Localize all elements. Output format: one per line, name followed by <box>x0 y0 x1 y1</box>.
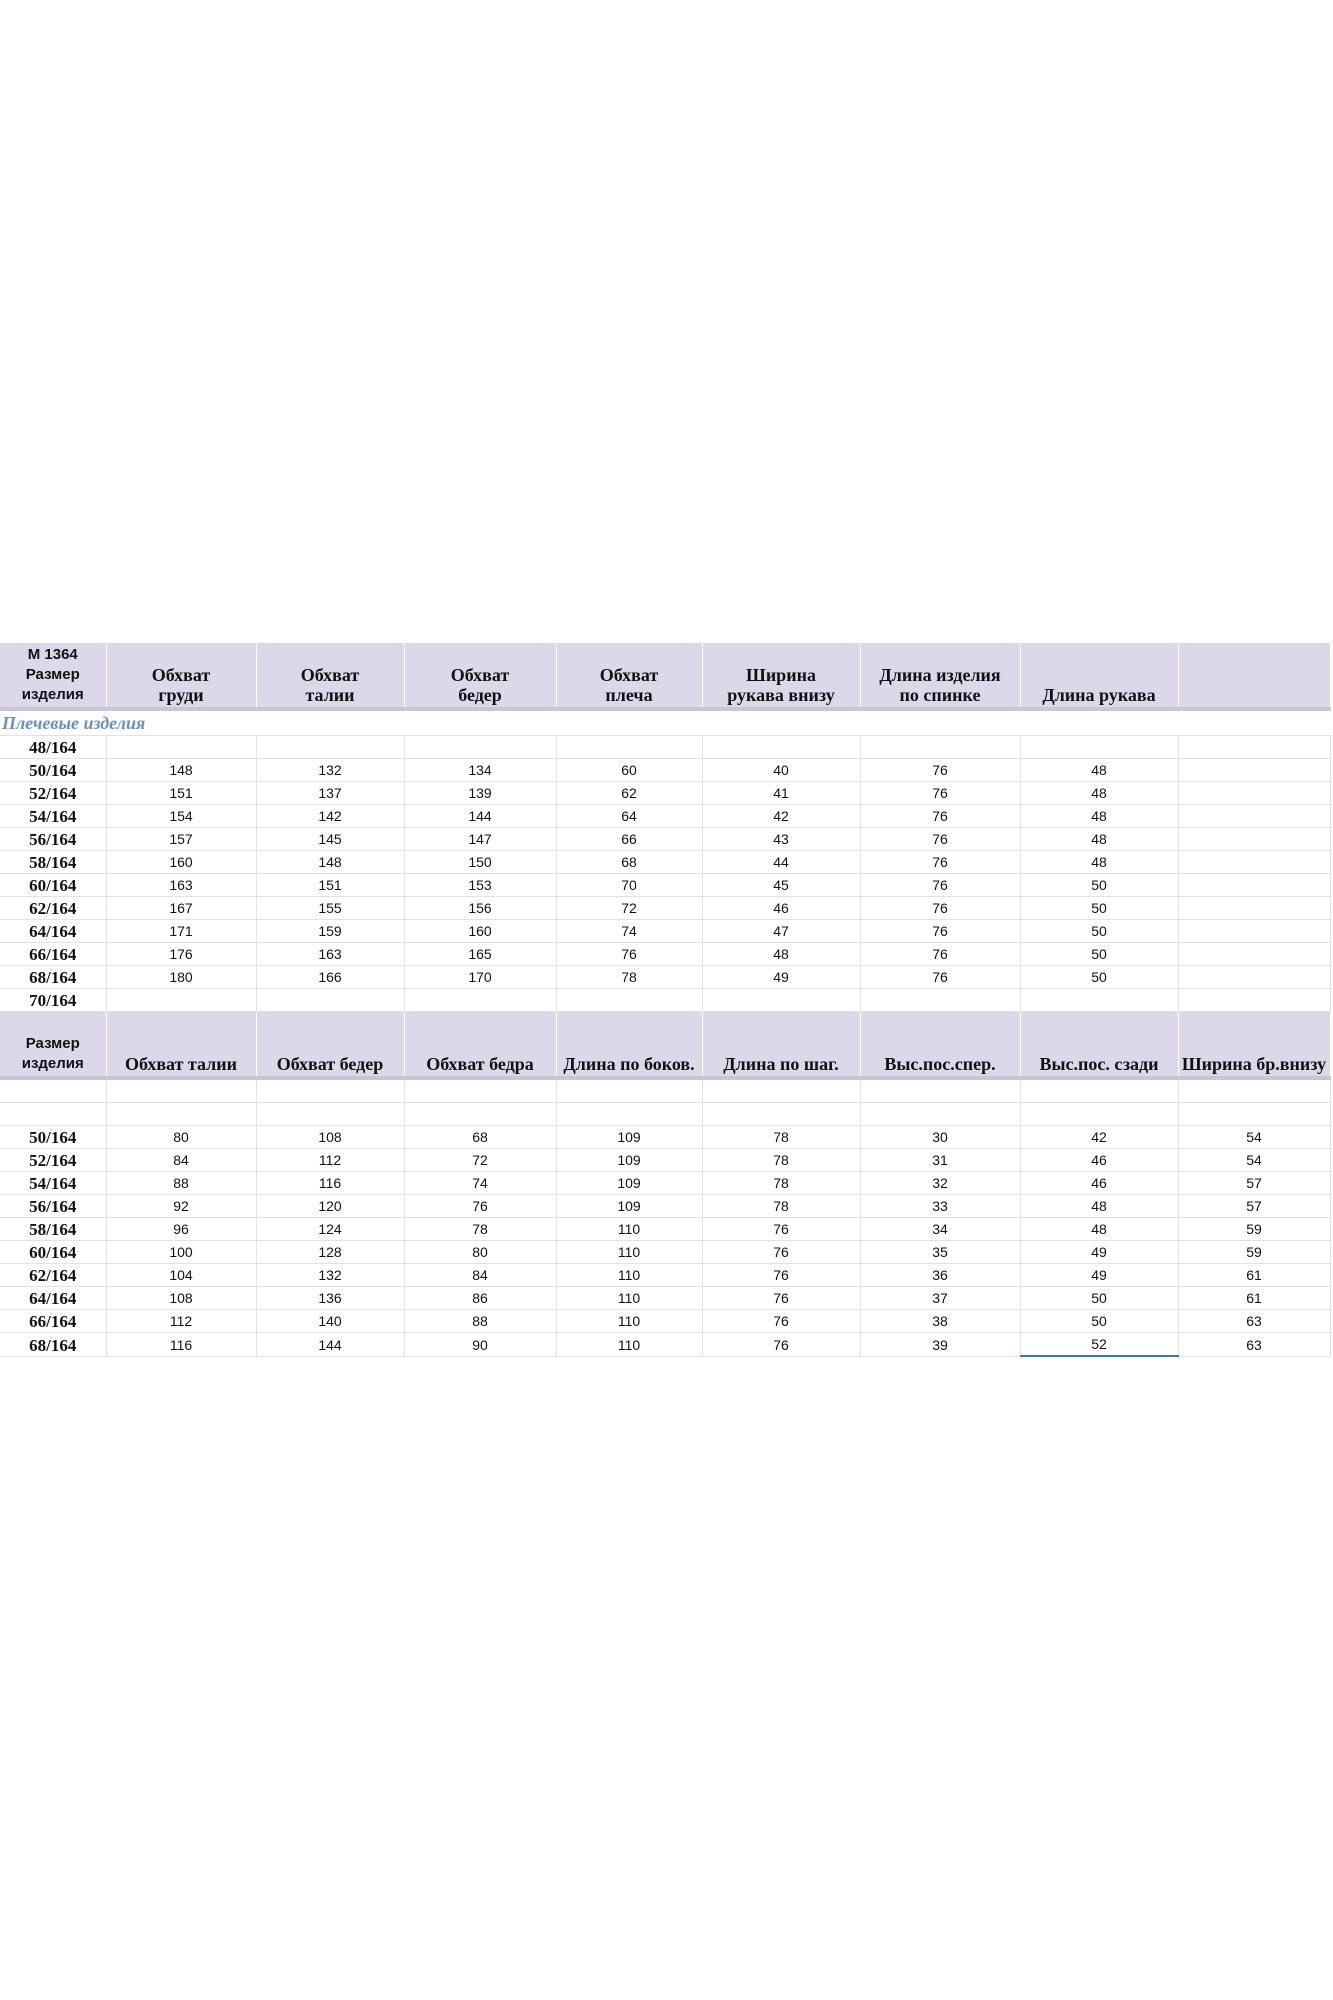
empty-cell[interactable] <box>1178 1078 1330 1103</box>
value-cell[interactable]: 64 <box>556 805 702 828</box>
value-cell[interactable]: 144 <box>256 1333 404 1357</box>
tops-header-cell: Ширина рукава внизу <box>702 643 860 709</box>
tops-row <box>0 989 1330 1012</box>
value-cell[interactable]: 50 <box>1020 897 1178 920</box>
value-cell[interactable]: 48 <box>1020 851 1178 874</box>
value-cell[interactable]: 110 <box>556 1310 702 1333</box>
tops-row <box>0 874 1330 897</box>
value-cell[interactable]: 49 <box>1020 1241 1178 1264</box>
value-cell[interactable]: 44 <box>702 851 860 874</box>
value-cell[interactable] <box>1020 989 1178 1012</box>
value-cell[interactable]: 100 <box>106 1241 256 1264</box>
value-cell[interactable]: 163 <box>256 943 404 966</box>
empty-cell[interactable] <box>106 1078 256 1103</box>
value-cell[interactable]: 76 <box>860 805 1020 828</box>
value-cell[interactable]: 50 <box>1020 1310 1178 1333</box>
value-cell[interactable] <box>1178 943 1330 966</box>
value-cell[interactable]: 66 <box>556 828 702 851</box>
empty-cell[interactable] <box>556 1078 702 1103</box>
value-cell[interactable]: 147 <box>404 828 556 851</box>
value-cell[interactable]: 153 <box>404 874 556 897</box>
value-cell[interactable] <box>404 736 556 759</box>
value-cell[interactable]: 180 <box>106 966 256 989</box>
value-cell[interactable] <box>1178 989 1330 1012</box>
value-cell[interactable]: 76 <box>702 1333 860 1357</box>
value-cell[interactable]: 68 <box>404 1126 556 1149</box>
value-cell[interactable]: 30 <box>860 1126 1020 1149</box>
value-cell[interactable]: 76 <box>860 828 1020 851</box>
tops-row <box>0 782 1330 805</box>
size-cell[interactable]: 62/164 <box>0 1264 106 1287</box>
value-cell[interactable]: 37 <box>860 1287 1020 1310</box>
empty-cell[interactable] <box>1020 1078 1178 1103</box>
tops-header-cell: Обхват груди <box>106 643 256 709</box>
value-cell[interactable]: 42 <box>1020 1126 1178 1149</box>
value-cell[interactable]: 170 <box>404 966 556 989</box>
value-cell[interactable]: 92 <box>106 1195 256 1218</box>
value-cell[interactable]: 59 <box>1178 1241 1330 1264</box>
tops-header-cell: Длина рукава <box>1020 643 1178 709</box>
value-cell[interactable] <box>860 989 1020 1012</box>
value-cell[interactable]: 134 <box>404 759 556 782</box>
bottoms-row <box>0 1241 1330 1264</box>
empty-cell[interactable] <box>404 1103 556 1126</box>
value-cell[interactable]: 54 <box>1178 1126 1330 1149</box>
bottoms-row <box>0 1149 1330 1172</box>
value-cell[interactable]: 90 <box>404 1333 556 1357</box>
bottoms-row <box>0 1218 1330 1241</box>
value-cell[interactable]: 50 <box>1020 920 1178 943</box>
bottoms-row <box>0 1172 1330 1195</box>
value-cell[interactable]: 31 <box>860 1149 1020 1172</box>
value-cell[interactable]: 60 <box>556 759 702 782</box>
tops-header-cell: Длина изделия по спинке <box>860 643 1020 709</box>
empty-cell[interactable] <box>106 1103 256 1126</box>
value-cell[interactable] <box>1178 736 1330 759</box>
value-cell[interactable]: 78 <box>702 1149 860 1172</box>
tops-row <box>0 805 1330 828</box>
value-cell[interactable] <box>1178 966 1330 989</box>
bottoms-header-cell: Длина по шаг. <box>702 1012 860 1079</box>
size-chart-table <box>0 643 1331 1357</box>
value-cell[interactable]: 48 <box>1020 1195 1178 1218</box>
value-cell[interactable] <box>702 736 860 759</box>
value-cell[interactable]: 155 <box>256 897 404 920</box>
tops-row <box>0 943 1330 966</box>
value-cell[interactable] <box>1178 851 1330 874</box>
value-cell[interactable] <box>404 989 556 1012</box>
empty-cell[interactable] <box>702 1103 860 1126</box>
size-cell[interactable]: 56/164 <box>0 1195 106 1218</box>
value-cell[interactable]: 116 <box>256 1172 404 1195</box>
value-cell[interactable]: 76 <box>860 920 1020 943</box>
value-cell[interactable]: 88 <box>404 1310 556 1333</box>
value-cell[interactable]: 110 <box>556 1218 702 1241</box>
value-cell[interactable]: 166 <box>256 966 404 989</box>
size-cell[interactable]: 58/164 <box>0 1218 106 1241</box>
value-cell[interactable] <box>1178 920 1330 943</box>
size-cell[interactable]: 56/164 <box>0 828 106 851</box>
value-cell[interactable]: 176 <box>106 943 256 966</box>
value-cell[interactable]: 40 <box>702 759 860 782</box>
value-cell[interactable]: 159 <box>256 920 404 943</box>
value-cell[interactable]: 128 <box>256 1241 404 1264</box>
value-cell[interactable]: 104 <box>106 1264 256 1287</box>
value-cell[interactable]: 39 <box>860 1333 1020 1357</box>
bottoms-row <box>0 1333 1330 1357</box>
value-cell[interactable] <box>1178 805 1330 828</box>
value-cell[interactable] <box>1178 759 1330 782</box>
tops-row <box>0 920 1330 943</box>
value-cell[interactable]: 86 <box>404 1287 556 1310</box>
size-cell[interactable]: 54/164 <box>0 805 106 828</box>
size-cell[interactable]: 64/164 <box>0 1287 106 1310</box>
value-cell[interactable]: 48 <box>1020 828 1178 851</box>
value-cell[interactable]: 68 <box>556 851 702 874</box>
value-cell[interactable] <box>1178 897 1330 920</box>
value-cell[interactable]: 140 <box>256 1310 404 1333</box>
value-cell[interactable]: 48 <box>1020 1218 1178 1241</box>
value-cell[interactable]: 132 <box>256 759 404 782</box>
value-cell[interactable] <box>556 989 702 1012</box>
value-cell[interactable]: 76 <box>860 966 1020 989</box>
value-cell[interactable] <box>1178 782 1330 805</box>
value-cell[interactable]: 61 <box>1178 1264 1330 1287</box>
value-cell[interactable]: 76 <box>860 851 1020 874</box>
value-cell[interactable]: 48 <box>1020 759 1178 782</box>
value-cell[interactable] <box>106 989 256 1012</box>
value-cell[interactable]: 57 <box>1178 1172 1330 1195</box>
empty-cell[interactable] <box>256 1103 404 1126</box>
value-cell[interactable]: 76 <box>702 1218 860 1241</box>
value-cell[interactable]: 109 <box>556 1195 702 1218</box>
value-cell[interactable]: 50 <box>1020 874 1178 897</box>
value-cell[interactable]: 52 <box>1020 1333 1178 1357</box>
bottoms-row <box>0 1310 1330 1333</box>
value-cell[interactable]: 80 <box>106 1126 256 1149</box>
value-cell[interactable]: 148 <box>256 851 404 874</box>
tops-header-cell: Обхват плеча <box>556 643 702 709</box>
size-cell[interactable]: 58/164 <box>0 851 106 874</box>
value-cell[interactable] <box>1178 828 1330 851</box>
size-cell[interactable]: 60/164 <box>0 1241 106 1264</box>
empty-cell[interactable] <box>404 1078 556 1103</box>
value-cell[interactable]: 76 <box>860 897 1020 920</box>
empty-cell[interactable] <box>0 1103 106 1126</box>
value-cell[interactable]: 88 <box>106 1172 256 1195</box>
bottoms-header-cell: Выс.пос. сзади <box>1020 1012 1178 1079</box>
value-cell[interactable]: 59 <box>1178 1218 1330 1241</box>
size-cell[interactable]: 54/164 <box>0 1172 106 1195</box>
value-cell[interactable]: 142 <box>256 805 404 828</box>
value-cell[interactable]: 154 <box>106 805 256 828</box>
bottoms-header-cell: Обхват бедер <box>256 1012 404 1079</box>
tops-row <box>0 759 1330 782</box>
size-cell[interactable]: 68/164 <box>0 1333 106 1357</box>
size-chart-sheet <box>0 643 1330 1357</box>
value-cell[interactable]: 49 <box>702 966 860 989</box>
tops-header-cell <box>1178 643 1330 709</box>
tops-row <box>0 851 1330 874</box>
bottoms-header-cell: Ширина бр.внизу <box>1178 1012 1330 1079</box>
value-cell[interactable]: 144 <box>404 805 556 828</box>
value-cell[interactable]: 46 <box>1020 1149 1178 1172</box>
tops-row <box>0 736 1330 759</box>
bottoms-header-row <box>0 1012 1330 1079</box>
value-cell[interactable]: 76 <box>556 943 702 966</box>
value-cell[interactable]: 76 <box>404 1195 556 1218</box>
empty-cell[interactable] <box>860 1078 1020 1103</box>
value-cell[interactable] <box>556 736 702 759</box>
value-cell[interactable]: 74 <box>556 920 702 943</box>
value-cell[interactable]: 165 <box>404 943 556 966</box>
value-cell[interactable] <box>256 736 404 759</box>
bottoms-header-cell: Выс.пос.спер. <box>860 1012 1020 1079</box>
empty-row <box>0 1103 1330 1126</box>
value-cell[interactable]: 137 <box>256 782 404 805</box>
bottoms-header-cell: Обхват бедра <box>404 1012 556 1079</box>
size-cell[interactable]: 70/164 <box>0 989 106 1012</box>
value-cell[interactable]: 171 <box>106 920 256 943</box>
value-cell[interactable]: 76 <box>860 759 1020 782</box>
value-cell[interactable]: 78 <box>702 1172 860 1195</box>
bottoms-header-cell: Длина по боков. <box>556 1012 702 1079</box>
value-cell[interactable]: 42 <box>702 805 860 828</box>
value-cell[interactable]: 78 <box>556 966 702 989</box>
tops-header-cell: М 1364 Размер изделия <box>0 643 106 709</box>
bottoms-header-cell: Обхват талии <box>106 1012 256 1079</box>
value-cell[interactable]: 54 <box>1178 1149 1330 1172</box>
value-cell[interactable]: 48 <box>702 943 860 966</box>
value-cell[interactable]: 124 <box>256 1218 404 1241</box>
value-cell[interactable]: 46 <box>1020 1172 1178 1195</box>
value-cell[interactable]: 76 <box>702 1264 860 1287</box>
empty-cell[interactable] <box>1178 1103 1330 1126</box>
value-cell[interactable]: 34 <box>860 1218 1020 1241</box>
value-cell[interactable]: 49 <box>1020 1264 1178 1287</box>
value-cell[interactable]: 112 <box>256 1149 404 1172</box>
value-cell[interactable]: 78 <box>404 1218 556 1241</box>
value-cell[interactable]: 109 <box>556 1126 702 1149</box>
value-cell[interactable]: 110 <box>556 1241 702 1264</box>
value-cell[interactable]: 157 <box>106 828 256 851</box>
value-cell[interactable]: 32 <box>860 1172 1020 1195</box>
value-cell[interactable]: 160 <box>404 920 556 943</box>
value-cell[interactable] <box>256 989 404 1012</box>
value-cell[interactable]: 50 <box>1020 943 1178 966</box>
value-cell[interactable]: 63 <box>1178 1310 1330 1333</box>
value-cell[interactable]: 96 <box>106 1218 256 1241</box>
bottoms-row <box>0 1264 1330 1287</box>
value-cell[interactable]: 48 <box>1020 782 1178 805</box>
value-cell[interactable]: 78 <box>702 1195 860 1218</box>
value-cell[interactable]: 76 <box>860 943 1020 966</box>
value-cell[interactable]: 116 <box>106 1333 256 1357</box>
value-cell[interactable]: 160 <box>106 851 256 874</box>
value-cell[interactable]: 47 <box>702 920 860 943</box>
value-cell[interactable] <box>106 736 256 759</box>
value-cell[interactable]: 156 <box>404 897 556 920</box>
value-cell[interactable]: 50 <box>1020 966 1178 989</box>
tops-row <box>0 966 1330 989</box>
empty-cell[interactable] <box>556 1103 702 1126</box>
value-cell[interactable]: 63 <box>1178 1333 1330 1357</box>
value-cell[interactable]: 36 <box>860 1264 1020 1287</box>
value-cell[interactable]: 139 <box>404 782 556 805</box>
empty-cell[interactable] <box>860 1103 1020 1126</box>
value-cell[interactable] <box>1178 874 1330 897</box>
size-cell[interactable]: 50/164 <box>0 1126 106 1149</box>
value-cell[interactable] <box>702 989 860 1012</box>
value-cell[interactable] <box>1020 736 1178 759</box>
bottoms-header-cell: Размер изделия <box>0 1012 106 1079</box>
value-cell[interactable]: 110 <box>556 1287 702 1310</box>
empty-cell[interactable] <box>0 1078 106 1103</box>
value-cell[interactable]: 72 <box>556 897 702 920</box>
value-cell[interactable] <box>860 736 1020 759</box>
value-cell[interactable]: 145 <box>256 828 404 851</box>
value-cell[interactable]: 136 <box>256 1287 404 1310</box>
value-cell[interactable]: 110 <box>556 1333 702 1357</box>
value-cell[interactable]: 80 <box>404 1241 556 1264</box>
value-cell[interactable]: 35 <box>860 1241 1020 1264</box>
value-cell[interactable]: 74 <box>404 1172 556 1195</box>
value-cell[interactable]: 150 <box>404 851 556 874</box>
value-cell[interactable]: 84 <box>404 1264 556 1287</box>
value-cell[interactable]: 57 <box>1178 1195 1330 1218</box>
value-cell[interactable]: 46 <box>702 897 860 920</box>
section-row <box>0 709 1330 736</box>
value-cell[interactable]: 108 <box>106 1287 256 1310</box>
value-cell[interactable]: 76 <box>860 874 1020 897</box>
value-cell[interactable]: 109 <box>556 1149 702 1172</box>
size-cell[interactable]: 52/164 <box>0 1149 106 1172</box>
empty-cell[interactable] <box>702 1078 860 1103</box>
tops-row <box>0 897 1330 920</box>
value-cell[interactable]: 33 <box>860 1195 1020 1218</box>
bottoms-row <box>0 1287 1330 1310</box>
value-cell[interactable]: 76 <box>860 782 1020 805</box>
empty-row <box>0 1078 1330 1103</box>
value-cell[interactable]: 78 <box>702 1126 860 1149</box>
value-cell[interactable]: 43 <box>702 828 860 851</box>
empty-cell[interactable] <box>256 1078 404 1103</box>
tops-header-cell: Обхват талии <box>256 643 404 709</box>
value-cell[interactable]: 109 <box>556 1172 702 1195</box>
value-cell[interactable]: 167 <box>106 897 256 920</box>
value-cell[interactable]: 70 <box>556 874 702 897</box>
value-cell[interactable]: 132 <box>256 1264 404 1287</box>
value-cell[interactable]: 61 <box>1178 1287 1330 1310</box>
value-cell[interactable]: 48 <box>1020 805 1178 828</box>
tops-header-cell: Обхват бедер <box>404 643 556 709</box>
size-cell[interactable]: 66/164 <box>0 1310 106 1333</box>
size-cell[interactable]: 66/164 <box>0 943 106 966</box>
value-cell[interactable]: 41 <box>702 782 860 805</box>
value-cell[interactable]: 84 <box>106 1149 256 1172</box>
bottoms-row <box>0 1195 1330 1218</box>
value-cell[interactable]: 163 <box>106 874 256 897</box>
value-cell[interactable]: 110 <box>556 1264 702 1287</box>
value-cell[interactable]: 72 <box>404 1149 556 1172</box>
tops-header-row <box>0 643 1330 709</box>
size-cell[interactable]: 50/164 <box>0 759 106 782</box>
value-cell[interactable]: 50 <box>1020 1287 1178 1310</box>
value-cell[interactable]: 62 <box>556 782 702 805</box>
value-cell[interactable]: 120 <box>256 1195 404 1218</box>
size-cell[interactable]: 52/164 <box>0 782 106 805</box>
value-cell[interactable]: 76 <box>702 1287 860 1310</box>
empty-cell[interactable] <box>1020 1103 1178 1126</box>
size-cell[interactable]: 62/164 <box>0 897 106 920</box>
value-cell[interactable]: 45 <box>702 874 860 897</box>
section-label: Плечевые изделия <box>0 709 1330 736</box>
value-cell[interactable]: 151 <box>256 874 404 897</box>
size-cell[interactable]: 68/164 <box>0 966 106 989</box>
value-cell[interactable]: 108 <box>256 1126 404 1149</box>
size-cell[interactable]: 64/164 <box>0 920 106 943</box>
tops-row <box>0 828 1330 851</box>
value-cell[interactable]: 148 <box>106 759 256 782</box>
size-cell[interactable]: 60/164 <box>0 874 106 897</box>
value-cell[interactable]: 76 <box>702 1241 860 1264</box>
bottoms-row <box>0 1126 1330 1149</box>
value-cell[interactable]: 38 <box>860 1310 1020 1333</box>
size-cell[interactable]: 48/164 <box>0 736 106 759</box>
value-cell[interactable]: 151 <box>106 782 256 805</box>
value-cell[interactable]: 112 <box>106 1310 256 1333</box>
value-cell[interactable]: 76 <box>702 1310 860 1333</box>
